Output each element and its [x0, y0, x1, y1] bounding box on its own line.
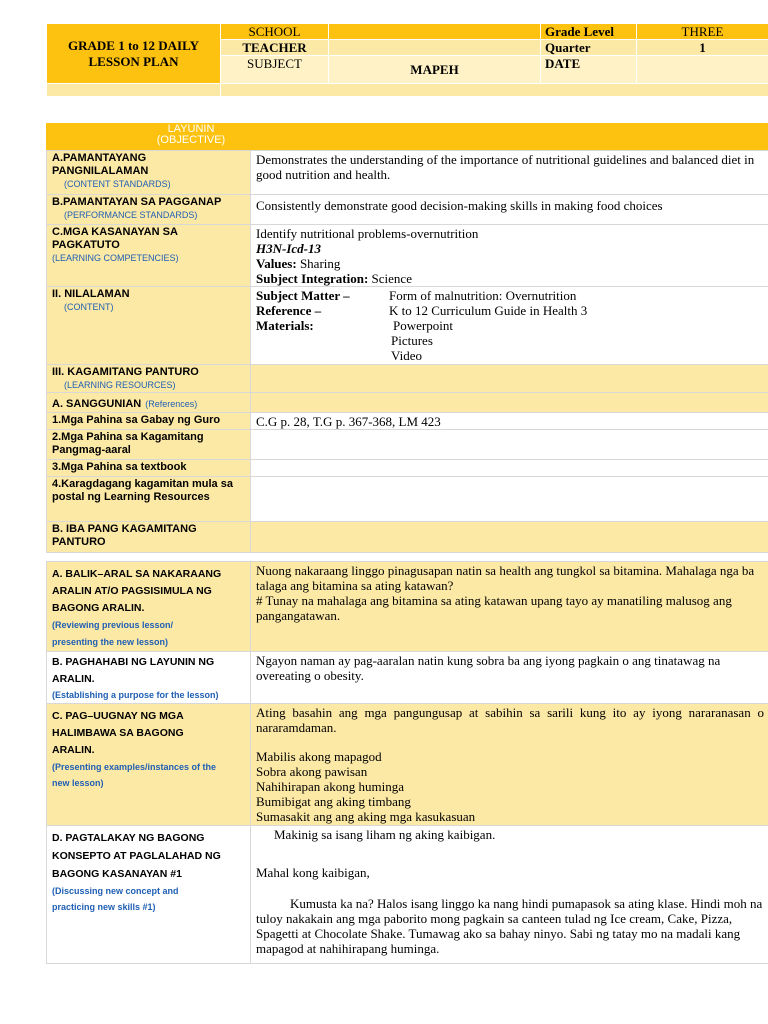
purpose-text: Ngayon naman ay pag-aaralan natin kung sobra ba ang iyong pagkain o ang tinatawag na overeating o obesity. [256, 653, 721, 683]
header-spacer [47, 84, 221, 97]
quarter-value: 1 [637, 40, 768, 56]
subject-value: MAPEH [329, 56, 541, 84]
header-table [46, 23, 768, 97]
content-standards-label: A.PAMANTAYANG PANGNILALAMAN [52, 152, 149, 177]
reference-text: K to 12 Curriculum Guide in Health 3 [389, 303, 588, 318]
material-item: Video [391, 348, 422, 363]
discussion-label: D. PAGTALAKAY NG BAGONG KONSEPTO AT PAGLALAHAD NG BAGONG KASANAYAN #1 [52, 832, 221, 880]
subject-matter-text: Form of malnutrition: Overnutrition [389, 288, 577, 303]
objective-title: LAYUNIN [167, 123, 215, 135]
guide-pages-text: C.G p. 28, T.G p. 367-368, LM 423 [256, 414, 441, 429]
row-content [47, 287, 768, 365]
review-label: A. BALIK–ARAL SA NAKARAANG ARALIN AT/O PAGSISIMULA NG BAGONG ARALIN. [52, 568, 222, 614]
row-learner-pages [47, 430, 768, 460]
resources-label: III. KAGAMITANG PANTURO [52, 366, 199, 378]
row-review [47, 562, 768, 652]
objective-header [46, 123, 768, 150]
examples-intro: Ating basahin ang mga pangungusap at sabihin sa sarili kung ito ay iyong nararanasan o nararamdaman. [256, 705, 764, 735]
integration-text: Science [371, 271, 412, 286]
references-label: A. SANGGUNIAN [52, 398, 142, 410]
procedure-table [46, 561, 768, 964]
row-discussion [47, 826, 768, 964]
performance-standards-sub: (PERFORMANCE STANDARDS) [64, 210, 198, 220]
resources-sub: (LEARNING RESOURCES) [64, 380, 176, 390]
competencies-sub: (LEARNING COMPETENCIES) [52, 253, 179, 263]
subject-label: SUBJECT [221, 56, 329, 84]
review-text-2: # Tunay na mahalaga ang bitamina sa ating katawan upang tayo ay manatiling malusog ang pangangatawan. [256, 593, 732, 623]
performance-standards-text: Consistently demonstrate good decision-making skills in making food choices [256, 198, 663, 213]
material-item: Pictures [391, 333, 433, 348]
row-references [47, 393, 768, 413]
examples-label: C. PAG–UUGNAY NG MGA HALIMBAWA SA BAGONG ARALIN. [52, 710, 184, 756]
examples-item: Sumasakit ang ang aking mga kasukasuan [256, 809, 476, 824]
row-guide-pages [47, 413, 768, 430]
discussion-sub: (Discussing new concept and practicing new skills #1) [52, 886, 179, 912]
review-sub: (Reviewing previous lesson/ presenting the new lesson) [52, 620, 174, 647]
examples-item: Nahihirapan akong huminga [256, 779, 405, 794]
examples-sub: (Presenting examples/instances of the new lesson) [52, 762, 217, 788]
examples-item: Sobra akong pawisan [256, 764, 368, 779]
reference-label: Reference – [256, 303, 322, 318]
row-examples [47, 704, 768, 826]
lesson-plan-title-text: GRADE 1 to 12 DAILY LESSON PLAN [68, 37, 199, 69]
grade-level-value: THREE [637, 24, 768, 40]
purpose-label: B. PAGHAHABI NG LAYUNIN NG ARALIN. [52, 656, 215, 685]
competencies-line1: Identify nutritional problems-overnutrition [256, 226, 479, 241]
discussion-intro: Makinig sa isang liham ng aking kaibigan. [274, 827, 496, 842]
competencies-code: H3N-Icd-13 [256, 241, 321, 256]
row-textbook-pages [47, 460, 768, 477]
learner-pages-label: 2.Mga Pahina sa Kagamitang Pangmag-aaral [52, 431, 204, 456]
competencies-label: C.MGA KASANAYAN SA PAGKATUTO [52, 226, 178, 251]
examples-item: Bumibigat ang aking timbang [256, 794, 411, 809]
date-label: DATE [541, 56, 637, 84]
materials-label: Materials: [256, 318, 314, 333]
references-sub: (References) [145, 399, 198, 409]
performance-standards-label: B.PAMANTAYAN SA PAGGANAP [52, 196, 222, 208]
integration-label: Subject Integration: [256, 271, 369, 286]
additional-label: 4.Karagdagang kagamitan mula sa postal ng Learning Resources [52, 478, 233, 503]
letter-body: Kumusta ka na? Halos isang linggo ka nang hindi pumapasok sa ating klase. Hindi moh na tuloy nakakain ang mga paborito mong pagkain sa canteen tulad ng Ice cream, Cake, Pizza, Spagetti at Chocolate Shake. Tumawag ako sa bahay ninyo. Sabi ng tatay mo na madali kang mapagod at nahihirapang huminga. [256, 896, 763, 956]
row-purpose [47, 652, 768, 704]
purpose-sub: (Establishing a purpose for the lesson) [52, 690, 219, 700]
other-resources-label: B. IBA PANG KAGAMITANG PANTURO [52, 523, 197, 548]
teacher-label: TEACHER [221, 40, 329, 56]
grade-level-label: Grade Level [541, 24, 637, 40]
review-text-1: Nuong nakaraang linggo pinagusapan natin sa health ang tungkol sa bitamina. Mahalaga nga ba talaga ang bitamina sa ating katawan? [256, 563, 755, 593]
values-text: Sharing [299, 256, 341, 271]
teacher-value [329, 40, 541, 56]
content-label: II. NILALAMAN [52, 288, 130, 300]
quarter-label: Quarter [541, 40, 637, 56]
subject-matter-label: Subject Matter – [256, 288, 350, 303]
content-sub: (CONTENT) [64, 302, 114, 312]
letter-greeting: Mahal kong kaibigan, [256, 865, 370, 880]
material-item: Powerpoint [393, 318, 453, 333]
row-additional [47, 477, 768, 522]
values-label: Values: [256, 256, 297, 271]
school-value [329, 24, 541, 40]
content-standards-sub: (CONTENT STANDARDS) [64, 179, 171, 189]
textbook-pages-label: 3.Mga Pahina sa textbook [52, 461, 187, 473]
lesson-table [46, 150, 768, 553]
row-resources [47, 365, 768, 393]
row-competencies [47, 225, 768, 287]
objective-subtitle: (OBJECTIVE) [156, 134, 226, 146]
row-content-standards [47, 151, 768, 195]
row-other-resources [47, 522, 768, 553]
lesson-plan-title [47, 24, 221, 84]
school-label: SCHOOL [221, 24, 329, 40]
examples-item: Mabilis akong mapagod [256, 749, 382, 764]
header-spacer-wide [221, 84, 768, 97]
date-value [637, 56, 768, 84]
guide-pages-label: 1.Mga Pahina sa Gabay ng Guro [52, 414, 221, 426]
row-performance-standards [47, 195, 768, 225]
content-standards-text: Demonstrates the understanding of the importance of nutritional guidelines and balanced diet in good nutrition and health. [256, 152, 755, 182]
